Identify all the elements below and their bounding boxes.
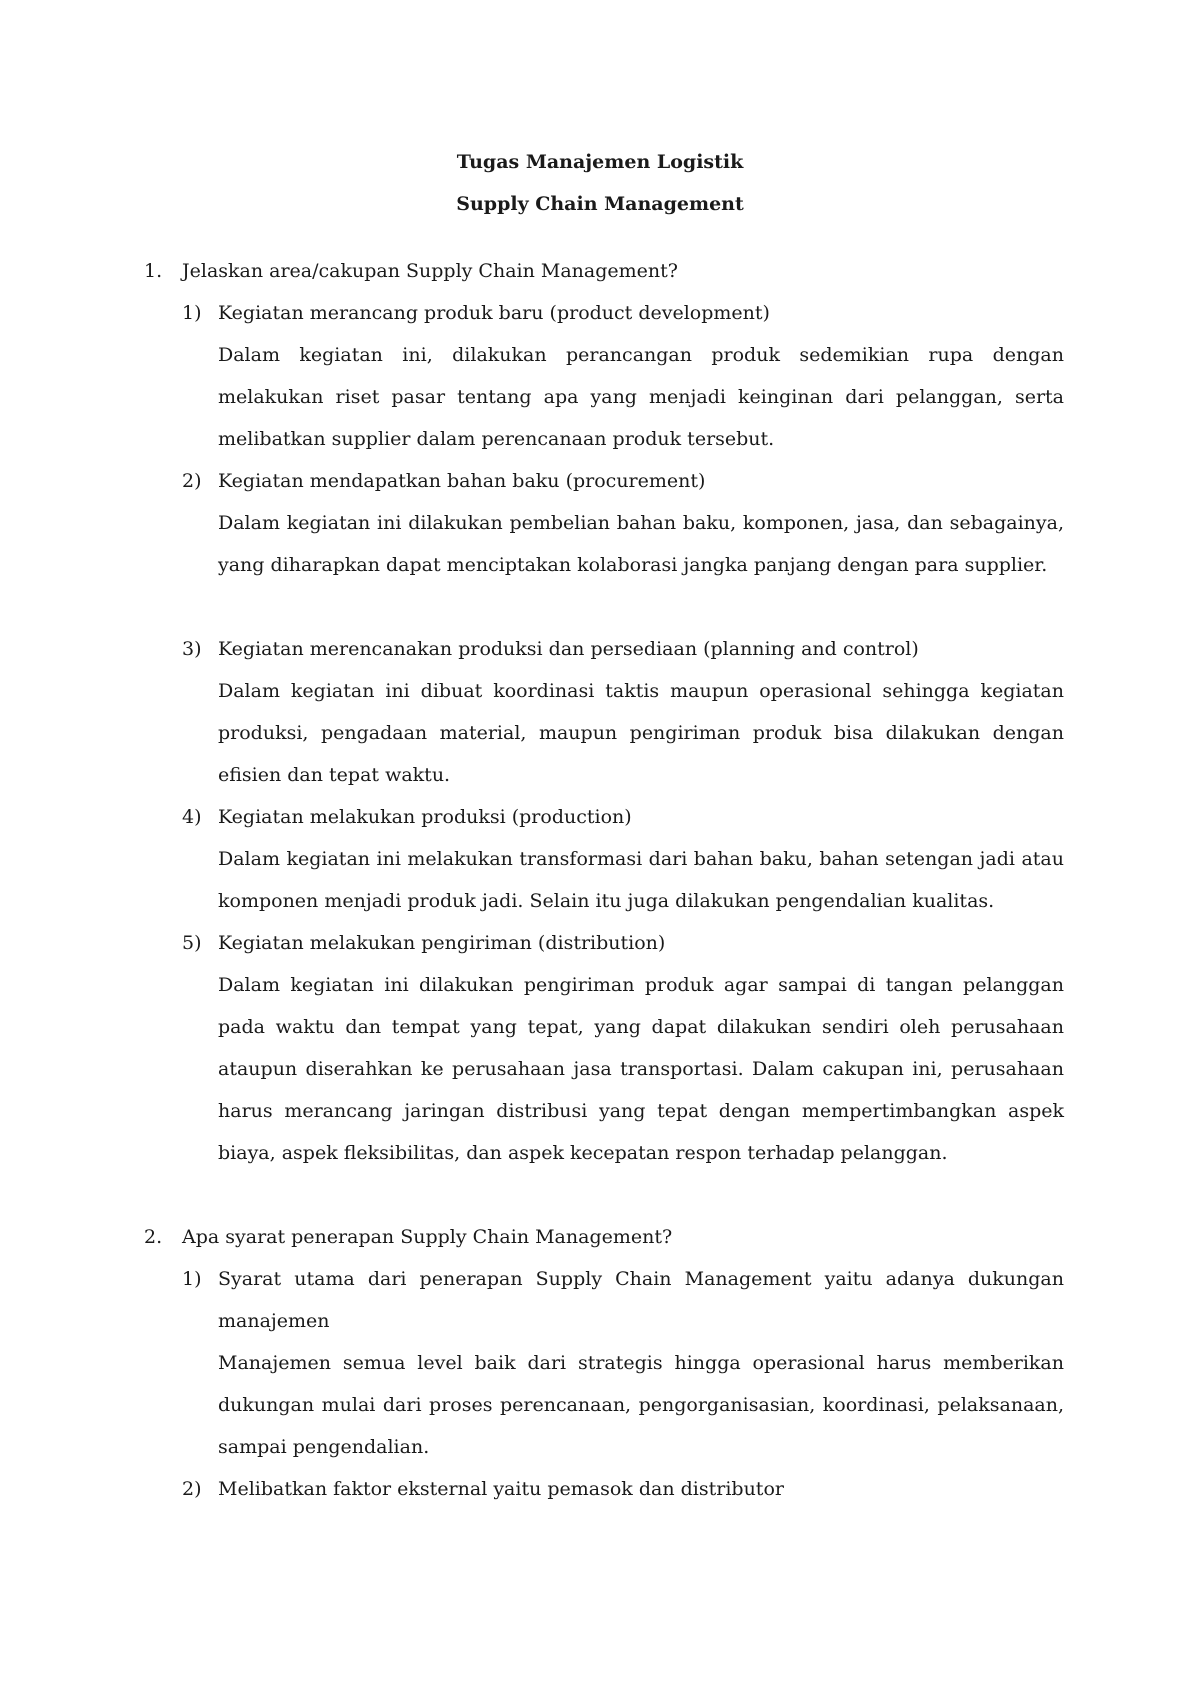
item-body: Dalam kegiatan ini, dilakukan perancangan produk sedemikian rupa dengan melakukan riset pasar tentang apa yang menjadi keinginan dari pelanggan, serta melibatkan supplier dalam perencanaan produk tersebut. bbox=[218, 344, 1064, 450]
item-number: 2) bbox=[182, 1478, 202, 1500]
item-heading: Kegiatan merencanakan produksi dan persediaan (planning and control) bbox=[218, 638, 919, 660]
document-subtitle: Supply Chain Management bbox=[456, 193, 744, 215]
item-heading: Kegiatan merancang produk baru (product development) bbox=[218, 302, 770, 324]
item-number: 3) bbox=[182, 638, 202, 660]
item-body: Manajemen semua level baik dari strategis hingga operasional harus memberikan dukungan mulai dari proses perencanaan, pengorganisasian, koordinasi, pelaksanaan, sampai pengendalian. bbox=[218, 1352, 1064, 1458]
document-title: Tugas Manajemen Logistik bbox=[456, 151, 744, 173]
question-text: Jelaskan area/cakupan Supply Chain Management? bbox=[182, 260, 678, 282]
item-number: 5) bbox=[182, 932, 202, 954]
item-body: Dalam kegiatan ini dibuat koordinasi taktis maupun operasional sehingga kegiatan produksi, pengadaan material, maupun pengiriman produk bisa dilakukan dengan efisien dan tepat waktu. bbox=[218, 680, 1064, 786]
item-heading: Syarat utama dari penerapan Supply Chain Management yaitu adanya dukungan manajemen bbox=[218, 1268, 1064, 1332]
item-body: Dalam kegiatan ini melakukan transformasi dari bahan baku, bahan setengan jadi atau komponen menjadi produk jadi. Selain itu juga dilakukan pengendalian kualitas. bbox=[218, 848, 1064, 912]
item-body: Dalam kegiatan ini dilakukan pengiriman produk agar sampai di tangan pelanggan pada waktu dan tempat yang tepat, yang dapat dilakukan sendiri oleh perusahaan ataupun diserahkan ke perusahaan jasa transportasi. Dalam cakupan ini, perusahaan harus merancang jaringan distribusi yang tepat dengan mempertimbangkan aspek biaya, aspek fleksibilitas, dan aspek kecepatan respon terhadap pelanggan. bbox=[218, 974, 1064, 1164]
item-heading: Melibatkan faktor eksternal yaitu pemasok dan distributor bbox=[218, 1478, 784, 1500]
item-heading: Kegiatan melakukan pengiriman (distribution) bbox=[218, 932, 666, 954]
item-number: 4) bbox=[182, 806, 202, 828]
question-number: 2. bbox=[144, 1226, 163, 1248]
question-text: Apa syarat penerapan Supply Chain Management? bbox=[182, 1226, 673, 1248]
item-number: 1) bbox=[182, 1268, 202, 1290]
item-heading: Kegiatan mendapatkan bahan baku (procurement) bbox=[218, 470, 706, 492]
item-number: 2) bbox=[182, 470, 202, 492]
item-body: Dalam kegiatan ini dilakukan pembelian bahan baku, komponen, jasa, dan sebagainya, yang diharapkan dapat menciptakan kolaborasi jangka panjang dengan para supplier. bbox=[218, 512, 1064, 576]
item-heading: Kegiatan melakukan produksi (production) bbox=[218, 806, 632, 828]
question-number: 1. bbox=[144, 260, 163, 282]
item-number: 1) bbox=[182, 302, 202, 324]
